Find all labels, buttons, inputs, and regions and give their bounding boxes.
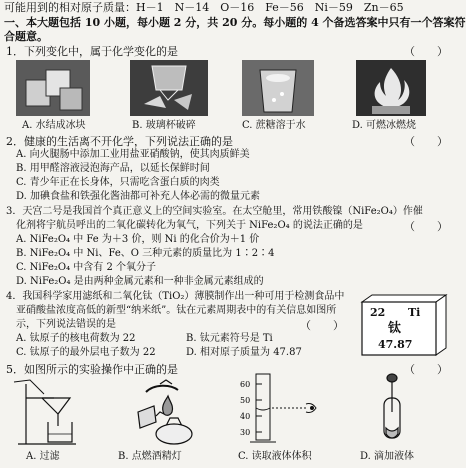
ice-cubes-icon xyxy=(16,60,90,116)
element-atomic-number: 22 xyxy=(370,306,386,319)
element-symbol: Ti xyxy=(408,306,421,319)
q4-stem-line1: 4．我国科学家用滤纸和二氧化钛（TiO₂）薄膜制作出一种可用于检测食品中 xyxy=(6,291,345,302)
burning-flame-icon xyxy=(356,60,426,116)
cylinder-tick-60: 60 xyxy=(240,380,251,389)
q2-option-d: D. 加碘食盐和铁强化酱油都可补充人体必需的微量元素 xyxy=(16,191,261,202)
q5-option-d: D. 滴加液体 xyxy=(360,451,415,462)
q1-option-b: B. 玻璃杯破碎 xyxy=(132,120,196,131)
q1-option-c: C. 蔗糖溶于水 xyxy=(242,120,306,131)
q5-option-c: C. 读取液体体积 xyxy=(238,451,312,462)
q5-stem: 5．如图所示的实验操作中正确的是 xyxy=(6,363,178,376)
q5-dropper-diagram xyxy=(364,372,424,448)
broken-glass-icon xyxy=(130,60,208,116)
q4-answer-paren: （ ） xyxy=(300,319,344,332)
q3-stem-line1: 3．天宫二号是我国首个真正意义上的空间实验室。在太空舱里，常用铁酸镍（NiFe₂O₄）作催 xyxy=(6,206,423,217)
q2-option-c: C. 青少年正在长身体，只需吃含蛋白质的肉类 xyxy=(16,177,220,188)
q1-photo-ice-cubes xyxy=(16,60,90,116)
cylinder-tick-30: 30 xyxy=(240,428,251,437)
q5-alcohol-lamp-diagram xyxy=(120,378,202,448)
q5-option-b: B. 点燃酒精灯 xyxy=(118,451,182,462)
cylinder-tick-50: 50 xyxy=(240,396,251,405)
q4-option-c: C. 钛原子的最外层电子数为 22 xyxy=(16,347,156,358)
q3-option-a: A. NiFe₂O₄ 中 Fe 为＋3 价，则 Ni 的化合价为＋1 价 xyxy=(16,234,260,245)
q4-option-b: B. 钛元素符号是 Ti xyxy=(186,333,273,344)
q3-option-c: C. NiFe₂O₄ 中含有 2 个氧分子 xyxy=(16,262,157,273)
q4-stem-line2: 亚硝酸盐浓度高低的新型“纳米纸”。钛在元素周期表中的有关信息如图所 xyxy=(16,305,337,316)
q2-stem: 2．健康的生活离不开化学，下列说法正确的是 xyxy=(6,135,233,148)
q2-option-a: A. 向火腿肠中添加工业用盐亚硝酸钠，使其肉质鲜美 xyxy=(16,149,250,160)
q3-answer-paren: （ ） xyxy=(404,220,448,233)
q1-option-d: D. 可燃冰燃烧 xyxy=(352,120,417,131)
q1-photo-burning-ice xyxy=(356,60,426,116)
q3-option-b: B. NiFe₂O₄ 中 Ni、Fe、O 三种元素的质量比为 1∶2∶4 xyxy=(16,248,275,259)
q1-option-a: A. 水结成冰块 xyxy=(22,120,86,131)
element-name: 钛 xyxy=(388,321,402,336)
atomic-mass-header: 可能用到的相对原子质量：H－1 N－14 O－16 Fe－56 Ni－59 Zn－65 xyxy=(4,1,404,14)
q3-stem-line2: 化剂将宇航员呼出的二氧化碳转化为氧气，下列关于 NiFe₂O₄ 的说法正确的是 xyxy=(16,220,363,231)
q5-filtration-diagram xyxy=(8,378,90,448)
q1-photo-broken-glass xyxy=(130,60,208,116)
q1-stem: 1．下列变化中，属于化学变化的是 xyxy=(6,45,178,58)
q5-graduated-cylinder-diagram xyxy=(236,372,326,448)
element-atomic-mass: 47.87 xyxy=(378,338,413,351)
q4-stem-line3: 示，下列说法错误的是 xyxy=(16,319,116,330)
cylinder-tick-40: 40 xyxy=(240,412,251,421)
q4-option-d: D. 相对原子质量为 47.87 xyxy=(186,347,302,358)
q1-photo-sugar-water xyxy=(242,60,314,116)
q3-option-d: D. NiFe₂O₄ 是由两种金属元素和一种非金属元素组成的 xyxy=(16,276,264,287)
q4-option-a: A. 钛原子的核电荷数为 22 xyxy=(16,333,136,344)
q2-option-b: B. 用甲醛溶液浸泡海产品，以延长保鲜时间 xyxy=(16,163,210,174)
titanium-element-cell xyxy=(356,294,448,356)
q1-answer-paren: （ ） xyxy=(404,45,448,58)
q2-answer-paren: （ ） xyxy=(404,135,448,148)
q5-option-a: A. 过滤 xyxy=(26,451,60,462)
section-one-instructions: 一、本大题包括 10 小题，每小题 2 分，共 20 分。每小题的 4 个备选答案中只有一个答案符 xyxy=(4,16,466,29)
section-one-instructions-cont: 合题意。 xyxy=(4,30,48,43)
sugar-dissolving-icon xyxy=(242,60,314,116)
q5-answer-paren: （ ） xyxy=(404,363,448,376)
